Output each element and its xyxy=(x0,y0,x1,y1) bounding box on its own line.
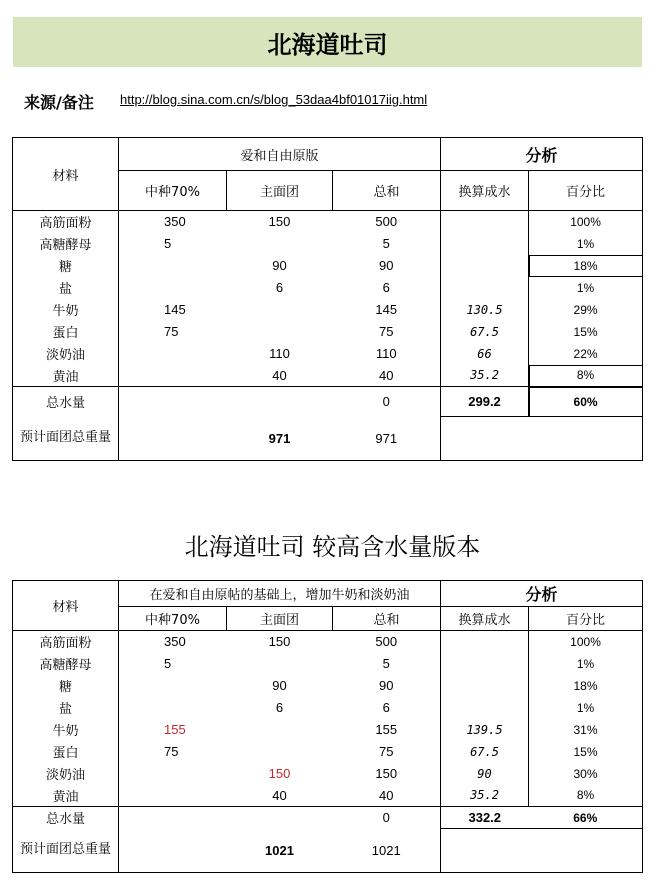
huansuan-value: 139.5 xyxy=(441,719,529,741)
zhongzhong-value xyxy=(119,365,227,387)
col-zhongzhong: 中种70% xyxy=(119,171,227,211)
baifenbi-value: 100% xyxy=(529,631,643,653)
zhumiantuan-value xyxy=(227,233,333,255)
zhumiantuan-value: 150 xyxy=(268,766,291,781)
dough-weight-sum: 971 xyxy=(333,417,441,461)
zonghe-value: 6 xyxy=(333,277,441,299)
zhumiantuan-value: 40 xyxy=(272,367,287,383)
table-row xyxy=(13,653,643,675)
ingredient-name: 蛋白 xyxy=(13,741,119,763)
huansuan-value: 35.2 xyxy=(441,785,529,807)
total-water-pct: 60% xyxy=(529,387,643,417)
col-zhumiantuan: 主面团 xyxy=(227,607,333,631)
zhongzhong-value: 75 xyxy=(164,744,179,759)
ingredient-name: 高筋面粉 xyxy=(13,211,119,233)
baifenbi-value: 1% xyxy=(529,277,643,299)
baifenbi-value: 31% xyxy=(529,719,643,741)
total-water-conv: 332.2 xyxy=(441,807,529,829)
total-water-label: 总水量 xyxy=(13,387,119,417)
zonghe-value: 40 xyxy=(333,785,441,807)
ingredient-name: 高糖酵母 xyxy=(13,653,119,675)
table-row xyxy=(13,211,643,233)
table-row xyxy=(13,343,643,365)
baifenbi-value: 22% xyxy=(529,343,643,365)
zhongzhong-value xyxy=(119,675,227,697)
huansuan-value: 67.5 xyxy=(441,741,529,763)
table1-body xyxy=(13,211,643,387)
zhongzhong-value: 350 xyxy=(164,634,186,650)
analysis-header: 分析 xyxy=(441,581,643,607)
zhumiantuan-value: 90 xyxy=(272,678,287,693)
zonghe-value: 500 xyxy=(333,631,441,653)
zonghe-value: 40 xyxy=(333,365,441,387)
ingredient-name: 盐 xyxy=(13,277,119,299)
zonghe-value: 75 xyxy=(333,321,441,343)
ingredient-name: 盐 xyxy=(13,697,119,719)
ingredient-name: 糖 xyxy=(13,675,119,697)
zhongzhong-value xyxy=(119,763,227,785)
col-zonghe: 总和 xyxy=(333,607,441,631)
baifenbi-value: 1% xyxy=(529,653,643,675)
baifenbi-value: 15% xyxy=(529,321,643,343)
total-water-sum: 0 xyxy=(333,387,441,417)
huansuan-value xyxy=(441,697,529,719)
zhongzhong-value xyxy=(119,255,227,277)
zhongzhong-value: 155 xyxy=(164,722,186,737)
zhumiantuan-value: 150 xyxy=(268,214,291,230)
table-row xyxy=(13,741,643,763)
huansuan-value xyxy=(441,255,529,277)
analysis-header: 分析 xyxy=(441,138,643,171)
table-row xyxy=(13,763,643,785)
ingredient-name: 高筋面粉 xyxy=(13,631,119,653)
huansuan-value xyxy=(441,277,529,299)
zhongzhong-value xyxy=(119,343,227,365)
dough-weight-main: 1021 xyxy=(227,829,333,873)
zhumiantuan-value xyxy=(227,321,333,343)
huansuan-value: 130.5 xyxy=(441,299,529,321)
zhongzhong-value xyxy=(119,785,227,807)
baifenbi-value: 18% xyxy=(529,255,643,277)
dough-weight-sum: 1021 xyxy=(333,829,441,873)
total-water-sum: 0 xyxy=(333,807,441,829)
huansuan-value xyxy=(441,631,529,653)
col-baifenbi: 百分比 xyxy=(529,171,643,211)
huansuan-value xyxy=(441,675,529,697)
total-water-conv: 299.2 xyxy=(441,387,529,417)
baifenbi-value: 30% xyxy=(529,763,643,785)
baifenbi-value: 1% xyxy=(529,697,643,719)
huansuan-value: 35.2 xyxy=(441,365,529,387)
ingredient-name: 蛋白 xyxy=(13,321,119,343)
huansuan-value: 67.5 xyxy=(441,321,529,343)
group-header: 在爱和自由原帖的基础上，增加牛奶和淡奶油 xyxy=(119,581,441,607)
section-title-high-hydration: 北海道吐司 较高含水量版本 xyxy=(184,533,481,561)
zonghe-value: 6 xyxy=(333,697,441,719)
table-row xyxy=(13,365,643,387)
zhumiantuan-value: 6 xyxy=(275,280,284,295)
zonghe-value: 145 xyxy=(333,299,441,321)
zonghe-value: 150 xyxy=(333,763,441,785)
zonghe-value: 110 xyxy=(333,343,441,365)
material-header: 材料 xyxy=(13,581,119,631)
huansuan-value: 66 xyxy=(441,343,529,365)
zhumiantuan-value: 110 xyxy=(269,346,290,361)
table-row xyxy=(13,631,643,653)
zonghe-value: 5 xyxy=(333,233,441,255)
huansuan-value xyxy=(441,653,529,675)
zhongzhong-value: 5 xyxy=(164,236,172,251)
huansuan-value xyxy=(441,211,529,233)
col-huansuan: 换算成水 xyxy=(441,607,529,631)
ingredient-name: 高糖酵母 xyxy=(13,233,119,255)
zhumiantuan-value: 6 xyxy=(275,700,284,715)
baifenbi-value: 1% xyxy=(529,233,643,255)
zonghe-value: 75 xyxy=(333,741,441,763)
table-row xyxy=(13,299,643,321)
huansuan-value: 90 xyxy=(441,763,529,785)
zhongzhong-value xyxy=(119,277,227,299)
recipe-table-high-hydration xyxy=(12,580,643,873)
recipe-table-original xyxy=(12,137,643,461)
ingredient-name: 淡奶油 xyxy=(13,343,119,365)
zhongzhong-value: 350 xyxy=(164,214,186,230)
baifenbi-value: 29% xyxy=(529,299,643,321)
page-title: 北海道吐司 xyxy=(13,17,642,67)
baifenbi-value: 8% xyxy=(529,365,643,387)
zonghe-value: 155 xyxy=(333,719,441,741)
col-zonghe: 总和 xyxy=(333,171,441,211)
source-link[interactable]: http://blog.sina.com.cn/s/blog_53daa4bf01017iig.html xyxy=(120,92,428,107)
material-header: 材料 xyxy=(13,138,119,211)
table2-body xyxy=(13,631,643,807)
table-row xyxy=(13,321,643,343)
ingredient-name: 牛奶 xyxy=(13,719,119,741)
zhumiantuan-value: 150 xyxy=(268,634,291,650)
baifenbi-value: 100% xyxy=(529,211,643,233)
total-water-label: 总水量 xyxy=(13,807,119,829)
baifenbi-value: 15% xyxy=(529,741,643,763)
zhongzhong-value: 5 xyxy=(164,656,172,671)
group-header: 爱和自由原版 xyxy=(119,138,441,171)
zonghe-value: 90 xyxy=(333,675,441,697)
baifenbi-value: 8% xyxy=(529,785,643,807)
zhumiantuan-value xyxy=(227,741,333,763)
table-row xyxy=(13,277,643,299)
table-row xyxy=(13,233,643,255)
table-row xyxy=(13,255,643,277)
total-water-pct: 66% xyxy=(529,807,643,829)
source-label: 来源/备注 xyxy=(24,93,94,112)
zhumiantuan-value: 40 xyxy=(272,787,287,803)
dough-weight-main: 971 xyxy=(227,417,333,461)
dough-weight-label: 预计面团总重量 xyxy=(13,829,119,873)
baifenbi-value: 18% xyxy=(529,675,643,697)
col-zhumiantuan: 主面团 xyxy=(227,171,333,211)
zhongzhong-value xyxy=(119,697,227,719)
huansuan-value xyxy=(441,233,529,255)
table-row xyxy=(13,719,643,741)
zonghe-value: 5 xyxy=(333,653,441,675)
table-row xyxy=(13,785,643,807)
ingredient-name: 牛奶 xyxy=(13,299,119,321)
zhumiantuan-value: 90 xyxy=(272,258,287,273)
table-row xyxy=(13,675,643,697)
ingredient-name: 黄油 xyxy=(13,785,119,807)
ingredient-name: 淡奶油 xyxy=(13,763,119,785)
zhongzhong-value: 145 xyxy=(164,302,186,317)
col-huansuan: 换算成水 xyxy=(441,171,529,211)
zhumiantuan-value xyxy=(227,653,333,675)
zhongzhong-value: 75 xyxy=(164,324,179,339)
ingredient-name: 糖 xyxy=(13,255,119,277)
zonghe-value: 90 xyxy=(333,255,441,277)
table-row xyxy=(13,697,643,719)
zonghe-value: 500 xyxy=(333,211,441,233)
col-baifenbi: 百分比 xyxy=(529,607,643,631)
zhumiantuan-value xyxy=(227,719,333,741)
ingredient-name: 黄油 xyxy=(13,365,119,387)
zhumiantuan-value xyxy=(227,299,333,321)
dough-weight-label: 预计面团总重量 xyxy=(13,417,119,461)
col-zhongzhong: 中种70% xyxy=(119,607,227,631)
